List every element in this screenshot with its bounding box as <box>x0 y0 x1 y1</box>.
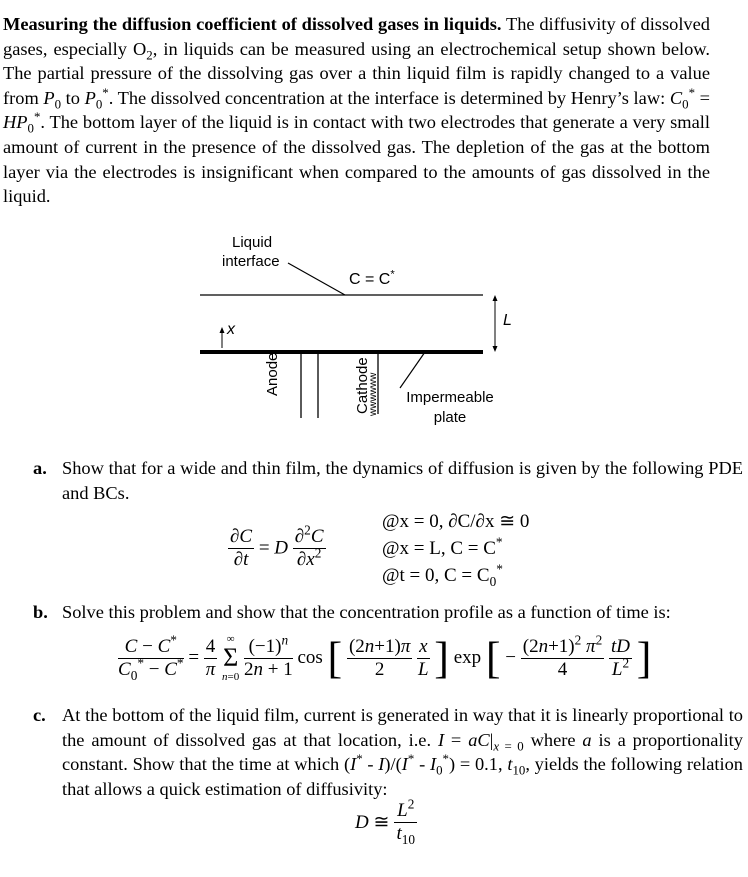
intro-text-5: . The bottom layer of the liquid is in contact with two electrodes that generate a very small amount of current in the presence of the dissolved gas. The depletion of the gas at the bottom layer via the electrodes is insignificant when compared to the amounts of gas dissolved in the liquid. <box>3 112 710 207</box>
impermeable-leader-line <box>400 352 425 388</box>
anode-label: Anode <box>264 352 281 396</box>
diffusivity-relation: D ≅ $\frac{L^2}{t_{10}}$ <box>355 800 417 845</box>
solution-equation: $\frac{C - C^*}{C_0^* - C^*}$ = $\frac{4}{\pi}$ ∞ Σ n=0 $\frac{(-1)^n}{2n + 1}$ cos [ $\frac{(2n+1)\pi}{2}$ $\frac{x}{L}$ ] exp [ − $\frac{(2n+1)^2 \pi^2}{4}$ $\frac{tD}{L^2}$ ] <box>118 632 652 683</box>
question-c-text: At the bottom of the liquid film, current is generated in way that it is linearly proportional to the amount of dissolved gas at that location, i.e. $I = aC|_{x = 0}$ where a is a proportionality constant. Show that the time at which $(I^* - I)/(I^* - I_0^*) = 0.1$, $t_{10}$, yields the following relation that allows a quick estimation of diffusivity: <box>62 705 743 799</box>
bc-3: @t = 0, $C = C_0^*$ <box>382 561 503 589</box>
interface-concentration-label: C = C* <box>349 268 395 288</box>
intro-text-1: The diffusivity of dissolved gases, especially O <box>3 14 710 59</box>
intro-text-4: . The dissolved concentration at the interface is determined by Henry’s law: <box>108 87 670 108</box>
intro-paragraph: Measuring the diffusion coefficient of dissolved gases in liquids. The diffusivity of dissolved gases, especially $O_2$, in liquids can be measured using an electrochemical setup shown below. The partial pressure of the dissolving gas over a thin liquid film is rapidly changed to a value from $P_0$ to $P_0^*$. The dissolved concentration at the interface is determined by Henry’s law: $C_0^* = HP_0^*$. The bottom layer of the liquid is in contact with two electrodes that generate a very small amount of current in the presence of the dissolved gas. The depletion of the gas at the bottom layer via the electrodes is insignificant when compared to the amounts of gas dissolved in the liquid. <box>3 14 710 207</box>
l-label: L <box>503 312 512 329</box>
intro-text-3: to <box>61 87 85 108</box>
liquid-interface-label: Liquid interface <box>222 234 280 270</box>
bc-2: @x = L, C = C* <box>382 534 503 559</box>
question-b-label: b. <box>33 602 48 622</box>
question-c-label: c. <box>33 705 46 725</box>
impermeable-plate-label: Impermeable plate <box>406 389 494 426</box>
cathode-label: Cathode <box>354 357 371 414</box>
pde-equation: $\frac{\partial C}{\partial t}$ = D $\frac{\partial^2C}{\partial x^2}$ <box>230 522 324 570</box>
electrochemical-setup-diagram <box>0 228 748 438</box>
bc-1: @x = 0, ∂C/∂x ≅ 0 <box>382 511 530 532</box>
question-b-text: Solve this problem and show that the concentration profile as a function of time is: <box>62 602 671 622</box>
question-a <box>33 456 743 516</box>
question-c <box>33 703 743 803</box>
question-a-text: Show that for a wide and thin film, the dynamics of diffusion is given by the following PDE and BCs. <box>62 458 743 503</box>
question-a-label: a. <box>33 458 47 478</box>
question-b <box>33 600 743 626</box>
cathode-wiggle: wwwwww <box>368 372 379 416</box>
intro-text-2: , in liquids can be measured using an electrochemical setup shown below. The partial pressure of the dissolving gas over a thin liquid film is rapidly changed to a value from <box>3 38 710 108</box>
x-axis-label: x <box>227 321 235 338</box>
o2-subscript: 2 <box>146 48 153 63</box>
x-arrow-head <box>220 327 225 333</box>
interface-leader-line <box>288 263 345 295</box>
problem-title: Measuring the diffusion coefficient of dissolved gases in liquids. <box>3 14 502 34</box>
boundary-conditions <box>382 508 529 589</box>
